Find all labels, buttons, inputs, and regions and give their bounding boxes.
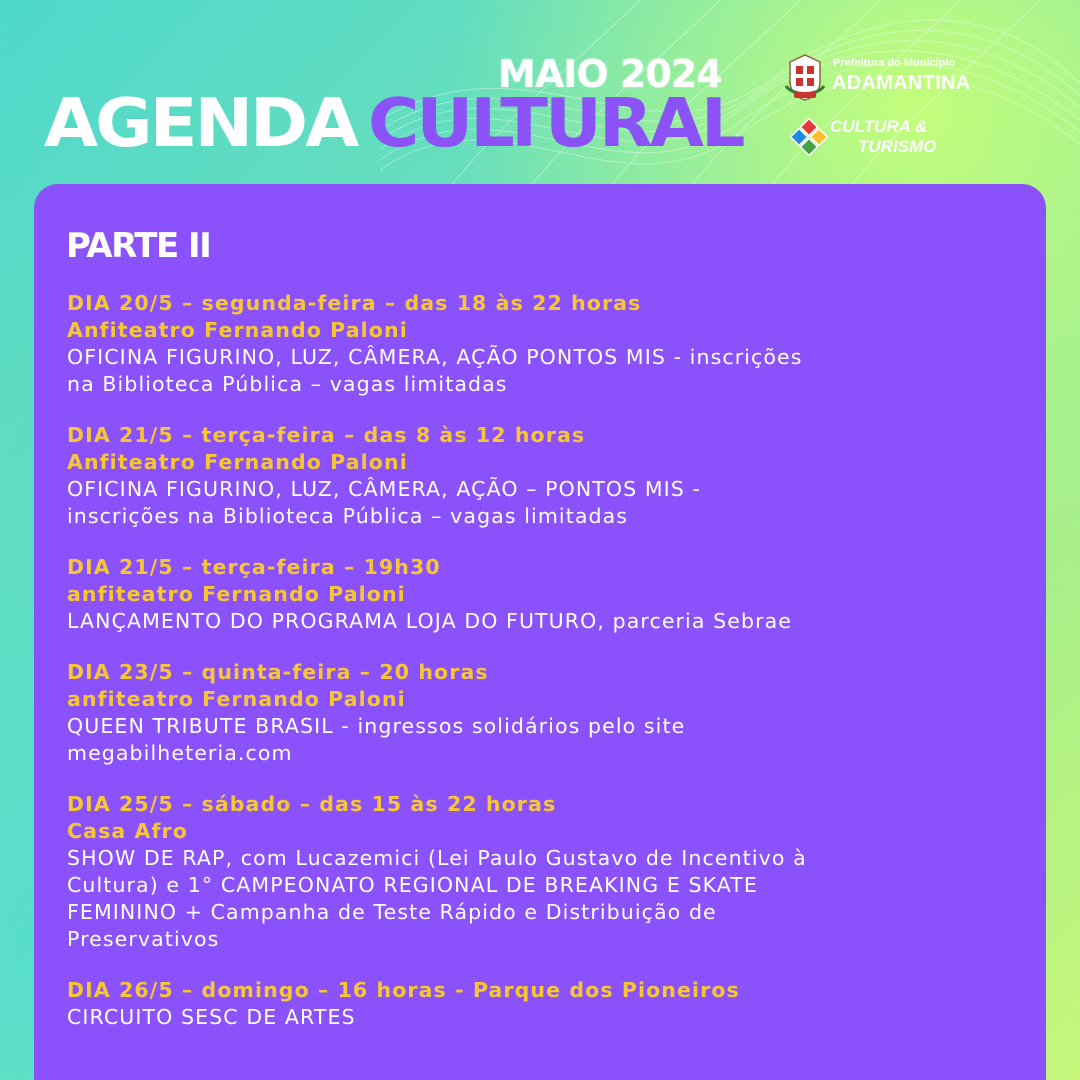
header	[0, 0, 1080, 185]
event-place: anfiteatro Fernando Paloni	[67, 582, 406, 606]
event-description: megabilheteria.com	[67, 741, 293, 765]
event-place: Anfiteatro Fernando Paloni	[67, 450, 408, 474]
event-description: OFICINA FIGURINO, LUZ, CÂMERA, AÇÃO – PONTOS MIS -	[67, 477, 702, 501]
city-name: ADAMANTINA	[832, 72, 971, 94]
event-date: DIA 21/5 – terça-feira – 19h30	[67, 555, 441, 579]
event-item	[67, 290, 1027, 398]
event-date: DIA 25/5 – sábado – das 15 às 22 horas	[67, 792, 557, 816]
event-description: OFICINA FIGURINO, LUZ, CÂMERA, AÇÃO PONTOS MIS - inscrições	[67, 345, 803, 369]
event-description: Cultura) e 1° CAMPEONATO REGIONAL DE BREAKING E SKATE	[67, 873, 758, 897]
event-item	[67, 977, 1027, 1031]
event-item	[67, 659, 1027, 767]
municipal-crest-icon	[782, 52, 828, 102]
event-item	[67, 791, 1027, 953]
dept-name-line1: CULTURA &	[830, 117, 928, 136]
event-date: DIA 26/5 – domingo – 16 horas - Parque dos Pioneiros	[67, 978, 740, 1002]
dept-name-line2: TURISMO	[858, 137, 937, 156]
culture-tourism-logo-icon	[788, 116, 830, 158]
event-description: QUEEN TRIBUTE BRASIL - ingressos solidários pelo site	[67, 714, 686, 738]
title-agenda: AGENDA	[44, 84, 357, 162]
event-place: anfiteatro Fernando Paloni	[67, 687, 406, 711]
event-description: SHOW DE RAP, com Lucazemici (Lei Paulo Gustavo de Incentivo à	[67, 846, 807, 870]
event-description: FEMININO + Campanha de Teste Rápido e Distribuição de	[67, 900, 717, 924]
section-heading: PARTE II	[66, 226, 211, 266]
event-date: DIA 21/5 – terça-feira – das 8 às 12 horas	[67, 423, 586, 447]
event-date: DIA 20/5 – segunda-feira – das 18 às 22 horas	[67, 291, 642, 315]
event-description: LANÇAMENTO DO PROGRAMA LOJA DO FUTURO, parceria Sebrae	[67, 609, 792, 633]
event-description: inscrições na Biblioteca Pública – vagas limitadas	[67, 504, 629, 528]
event-item	[67, 422, 1027, 530]
event-description: na Biblioteca Pública – vagas limitadas	[67, 372, 508, 396]
event-description: Preservativos	[67, 927, 220, 951]
event-date: DIA 23/5 – quinta-feira – 20 horas	[67, 660, 489, 684]
event-description: CIRCUITO SESC DE ARTES	[67, 1005, 356, 1029]
event-place: Casa Afro	[67, 819, 188, 843]
title-cultural: CULTURAL	[368, 84, 743, 162]
event-place: Anfiteatro Fernando Paloni	[67, 318, 408, 342]
event-item	[67, 554, 1027, 635]
month-label: MAIO 2024	[498, 52, 722, 96]
prefeitura-label: Prefeitura do Município	[833, 57, 956, 69]
event-list	[67, 290, 1027, 1055]
